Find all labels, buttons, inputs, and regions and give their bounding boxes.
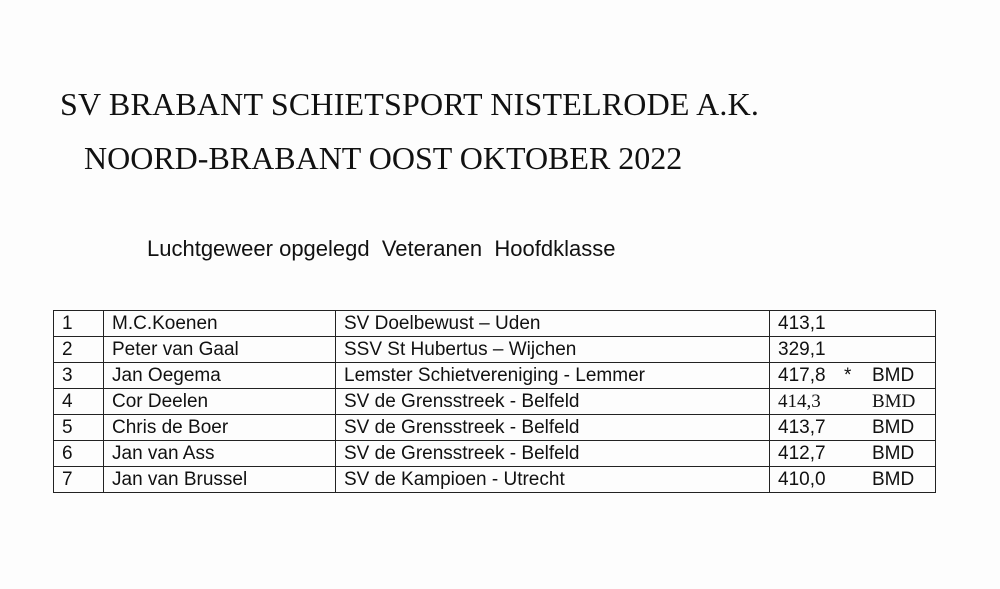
rank-cell: 3 bbox=[54, 363, 104, 389]
score-value: 413,7 bbox=[778, 417, 826, 438]
table-row bbox=[54, 467, 936, 493]
score-value: 410,0 bbox=[778, 469, 826, 490]
score-value: 329,1 bbox=[778, 339, 826, 360]
page-title: SV BRABANT SCHIETSPORT NISTELRODE A.K. bbox=[60, 86, 760, 122]
score-cell bbox=[770, 467, 936, 493]
rank-cell: 7 bbox=[54, 467, 104, 493]
name-cell: Jan van Ass bbox=[104, 441, 336, 467]
score-cell bbox=[770, 311, 936, 337]
score-mark: * bbox=[844, 365, 852, 386]
name-cell: Peter van Gaal bbox=[104, 337, 336, 363]
name-cell: Cor Deelen bbox=[104, 389, 336, 415]
club-cell: SV de Grensstreek - Belfeld bbox=[336, 415, 770, 441]
name-cell: Jan van Brussel bbox=[104, 467, 336, 493]
club-cell: SSV St Hubertus – Wijchen bbox=[336, 337, 770, 363]
name-cell: M.C.Koenen bbox=[104, 311, 336, 337]
score-note: BMD bbox=[872, 365, 915, 386]
score-cell bbox=[770, 389, 936, 415]
table-row bbox=[54, 415, 936, 441]
name-cell: Chris de Boer bbox=[104, 415, 336, 441]
score-cell bbox=[770, 415, 936, 441]
club-cell: SV de Grensstreek - Belfeld bbox=[336, 389, 770, 415]
page-subtitle: NOORD-BRABANT OOST OKTOBER 2022 bbox=[84, 140, 683, 176]
score-note: BMD bbox=[872, 417, 915, 438]
rank-cell: 5 bbox=[54, 415, 104, 441]
club-cell: SV Doelbewust – Uden bbox=[336, 311, 770, 337]
score-value: 413,1 bbox=[778, 313, 826, 334]
score-note: BMD bbox=[872, 391, 916, 412]
score-value: 414,3 bbox=[778, 391, 821, 412]
table-row bbox=[54, 441, 936, 467]
rank-cell: 2 bbox=[54, 337, 104, 363]
table-row bbox=[54, 389, 936, 415]
score-value: 417,8 bbox=[778, 365, 826, 386]
table-row bbox=[54, 337, 936, 363]
table-row bbox=[54, 363, 936, 389]
category-heading: Luchtgeweer opgelegd Veteranen Hoofdklasse bbox=[147, 236, 616, 261]
club-cell: SV de Kampioen - Utrecht bbox=[336, 467, 770, 493]
rank-cell: 4 bbox=[54, 389, 104, 415]
score-note: BMD bbox=[872, 443, 915, 464]
club-cell: SV de Grensstreek - Belfeld bbox=[336, 441, 770, 467]
name-cell: Jan Oegema bbox=[104, 363, 336, 389]
score-cell bbox=[770, 337, 936, 363]
score-cell bbox=[770, 441, 936, 467]
rank-cell: 1 bbox=[54, 311, 104, 337]
score-note: BMD bbox=[872, 469, 915, 490]
results-table bbox=[53, 310, 936, 493]
score-cell bbox=[770, 363, 936, 389]
rank-cell: 6 bbox=[54, 441, 104, 467]
table-row bbox=[54, 311, 936, 337]
club-cell: Lemster Schietvereniging - Lemmer bbox=[336, 363, 770, 389]
score-value: 412,7 bbox=[778, 443, 826, 464]
